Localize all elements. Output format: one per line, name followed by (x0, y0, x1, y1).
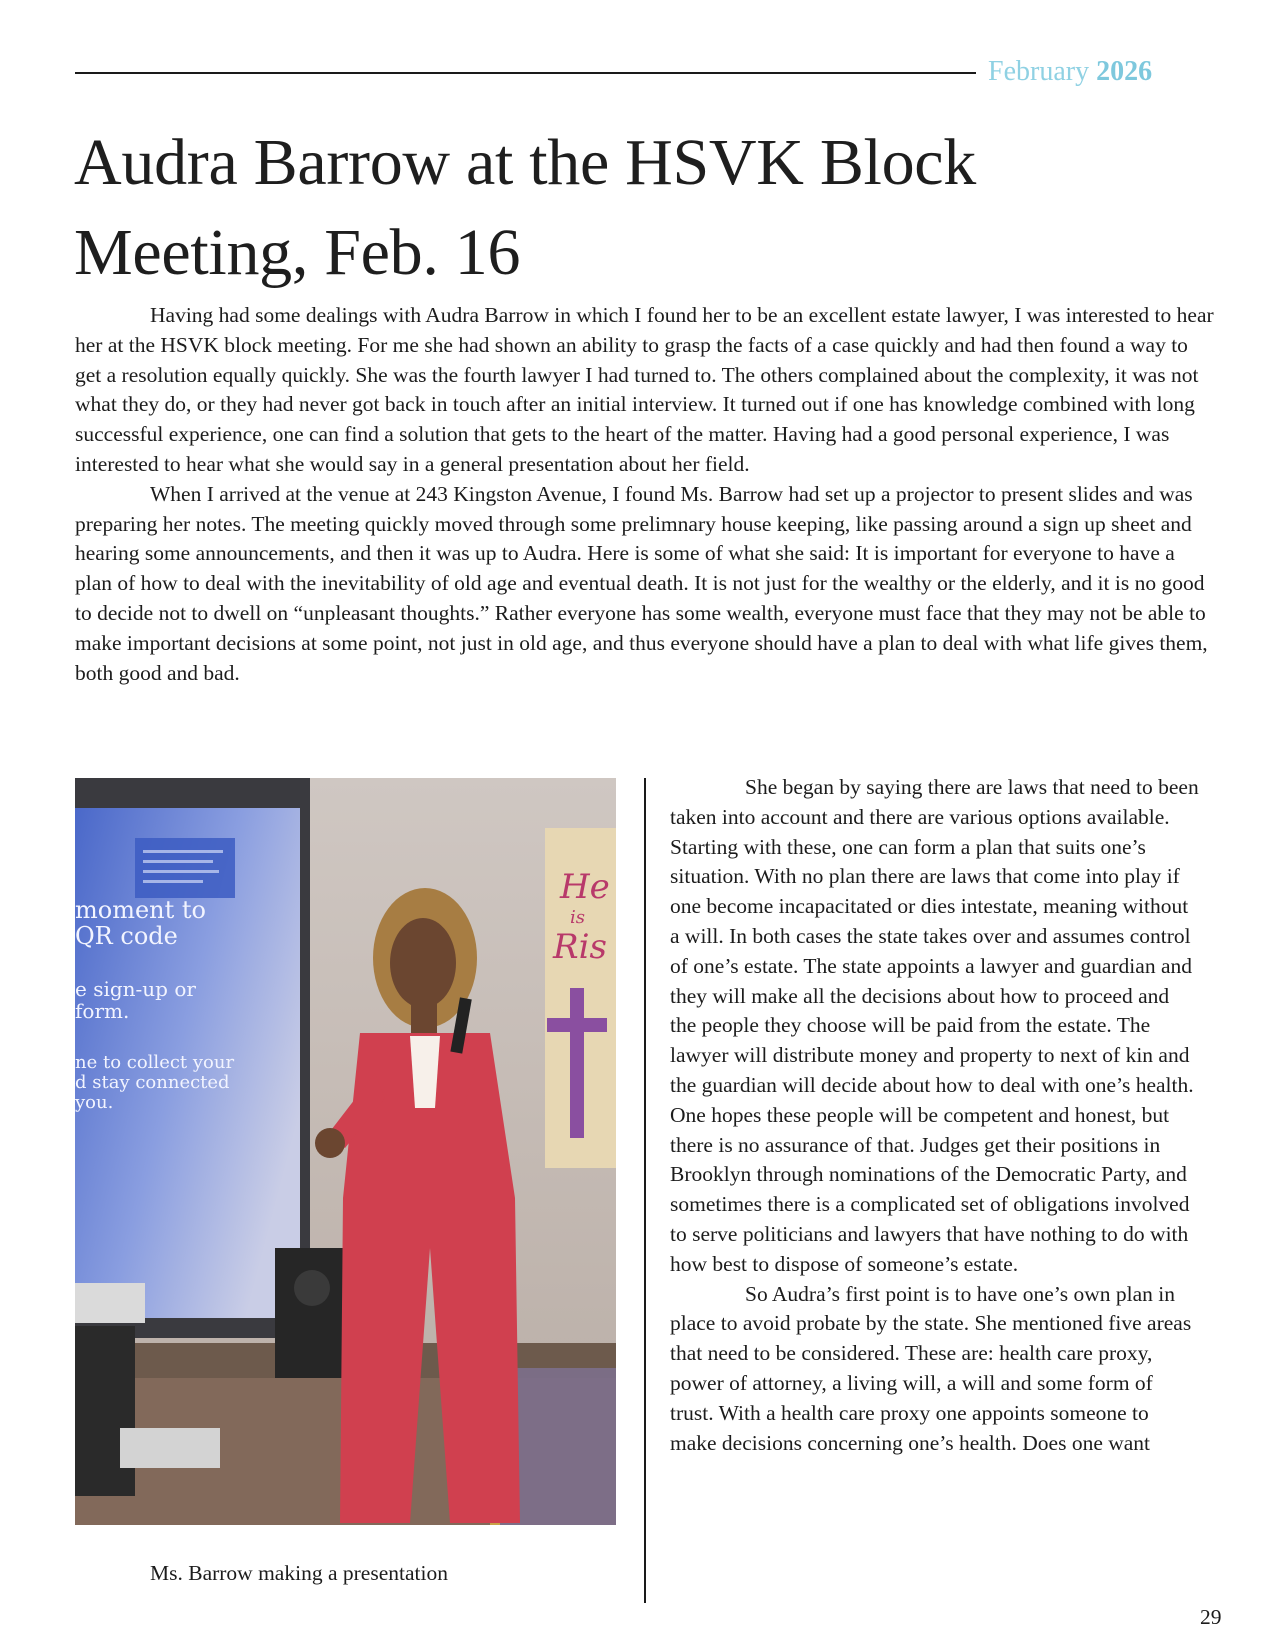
header-rule (75, 72, 976, 74)
svg-text:moment to: moment to (75, 896, 206, 924)
svg-text:ne to collect your: ne to collect your (75, 1052, 235, 1073)
article-paragraph: When I arrived at the venue at 243 Kingston Avenue, I found Ms. Barrow had set up a projector to present slides and was preparing her notes. The meeting quickly moved through some prelimnary house keeping, like passing around a sign up sheet and hearing some announcements, and then it was up to Audra. Here is some of what she said: It is important for everyone to have a plan of how to deal with the inevitability of old age and eventual death. It is not just for the wealthy or the elderly, and it is no good to decide not to dwell on “unpleasant thoughts.” Rather everyone has some wealth, everyone must face that they may not be able to make important decisions at some point, not just in old age, and thus everyone should have a plan to deal with what life gives them, both good and bad. (75, 481, 1208, 685)
svg-text:QR code: QR code (75, 922, 178, 950)
svg-text:is: is (570, 907, 585, 928)
photo-caption: Ms. Barrow making a presentation (150, 1561, 448, 1585)
column-divider (644, 778, 646, 1603)
article-paragraph: So Audra’s first point is to have one’s own plan in place to avoid probate by the state. She mentioned five areas that need to be considered. These are: health care proxy, power of attorney, a living will, a will and some form of trust. With a health care proxy one appoints someone to make decisions concerning one’s health. Does one want (670, 1281, 1192, 1455)
svg-text:form.: form. (75, 999, 130, 1023)
svg-text:d stay connected: d stay connected (75, 1072, 230, 1093)
svg-text:e sign-up or: e sign-up or (75, 977, 196, 1001)
presentation-photo (75, 778, 616, 1525)
article-paragraph: She began by saying there are laws that need to been taken into account and there are various options available. Starting with these, one can form a plan that suits one’s situation. With no plan there are laws that come into play if one become incapacitated or dies intestate, meaning without a will. In both cases the state takes over and assumes control of one’s estate. The state appoints a lawyer and guardian and they will make all the decisions about how to proceed and the people they choose will be paid from the estate. The lawyer will distribute money and property to next of kin and the guardian will decide about how to deal with one’s health. One hopes these people will be competent and honest, but there is no assurance of that. Judges get their positions in Brooklyn through nominations of the Democratic Party, and sometimes there is a complicated set of obligations involved to serve politicians and lawyers that have nothing to do with how best to dispose of someone’s estate. (670, 775, 1199, 1276)
article-column (670, 773, 1200, 1458)
article-paragraph: Having had some dealings with Audra Barrow in which I found her to be an excellent estate lawyer, I was interested to hear her at the HSVK block meeting. For me she had shown an ability to grasp the facts of a case quickly and had then found a way to get a resolution equally quickly. She was the fourth lawyer I had turned to. The others complained about the complexity, it was not what they do, or they had never got back in touch after an initial interview. It turned out if one has knowledge combined with long successful experience, one can find a solution that gets to the heart of the matter. Having had a good personal experience, I was interested to hear what she would say in a general presentation about her field. (75, 303, 1214, 476)
issue-month: February (988, 56, 1090, 87)
svg-text:you.: you. (75, 1092, 114, 1113)
article-intro (75, 301, 1215, 688)
svg-text:Ris: Ris (553, 927, 607, 967)
article-title: Audra Barrow at the HSVK Block Meeting, Feb. 16 (74, 126, 976, 289)
issue-year: 2026 (1096, 56, 1153, 87)
svg-text:He: He (560, 867, 610, 907)
page-number: 29 (1200, 1605, 1222, 1629)
issue-date (988, 56, 1152, 88)
